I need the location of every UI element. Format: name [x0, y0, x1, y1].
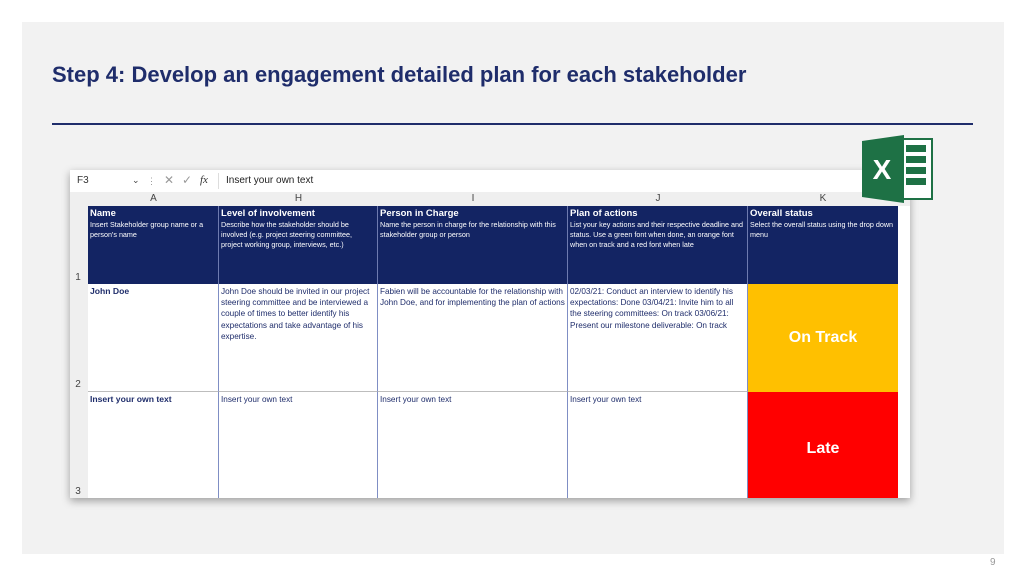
row-header-3[interactable]: 3	[75, 486, 81, 497]
header-description: List your key actions and their respective deadline and status. Use a green font when done, an orange font when on track and a red font when late	[570, 220, 744, 249]
row-header-1[interactable]: 1	[75, 272, 81, 283]
table-cell-plan[interactable]	[568, 392, 748, 498]
header-title: Person in Charge	[380, 208, 459, 219]
column-header-k[interactable]: K	[819, 193, 827, 204]
formula-input[interactable]: Insert your own text	[226, 175, 314, 186]
column-header-i[interactable]: I	[471, 193, 475, 204]
more-options-icon: ⋮	[147, 176, 156, 186]
header-description: Name the person in charge for the relationship with this stakeholder group or person	[380, 220, 556, 239]
page-number: 9	[990, 557, 996, 568]
table-cell-plan[interactable]	[568, 284, 748, 392]
status-badge[interactable]: On Track	[748, 284, 898, 392]
table-cell-name[interactable]	[88, 284, 219, 392]
excel-logo-icon	[860, 133, 936, 205]
cell-text: 02/03/21: Conduct an interview to identify his expectations: Done 03/04/21: Invite him to all the steering committees: On track 03/06/21: Present our milestone deliverable: On track	[570, 287, 734, 330]
header-cell-status[interactable]	[748, 206, 898, 284]
header-cell-plan[interactable]	[568, 206, 748, 284]
header-description: Select the overall status using the drop down menu	[750, 220, 894, 239]
cell-text: John Doe should be invited in our project steering committee and be interviewed a couple of times to better identify his expectations and take advantage of his expertise.	[221, 287, 370, 341]
spreadsheet	[70, 170, 910, 498]
header-title: Overall status	[750, 208, 813, 219]
column-headers	[70, 192, 910, 206]
cell-text: Insert your own text	[570, 395, 642, 404]
header-cell-involvement[interactable]	[219, 206, 378, 284]
header-description: Describe how the stakeholder should be involved (e.g. project steering committee, project working group, interviews, etc.)	[221, 220, 353, 249]
column-header-j[interactable]: J	[655, 193, 661, 204]
column-header-a[interactable]: A	[150, 193, 157, 204]
function-icon[interactable]: fx	[200, 174, 208, 186]
table-cell-involvement[interactable]	[219, 392, 378, 498]
row-header-2[interactable]: 2	[75, 379, 81, 390]
header-title: Plan of actions	[570, 208, 638, 219]
table-cell-involvement[interactable]	[219, 284, 378, 392]
row-headers	[70, 206, 88, 498]
cell-text: Insert your own text	[380, 395, 452, 404]
sheet-grid	[88, 206, 898, 498]
status-badge[interactable]: Late	[748, 392, 898, 498]
column-header-h[interactable]: H	[294, 193, 303, 204]
slide-title: Step 4: Develop an engagement detailed plan for each stakeholder	[52, 62, 747, 87]
formula-divider	[218, 173, 219, 189]
close-icon[interactable]: ✕	[164, 173, 175, 187]
name-box[interactable]: F3	[77, 175, 89, 186]
svg-text:X: X	[872, 154, 892, 185]
cell-text: Insert your own text	[90, 394, 172, 404]
title-divider	[52, 123, 973, 125]
header-title: Level of involvement	[221, 208, 315, 219]
chevron-down-icon[interactable]: ⌄	[132, 175, 140, 185]
formula-bar	[70, 170, 910, 193]
cell-text: John Doe	[90, 286, 130, 296]
header-description: Insert Stakeholder group name or a person's name	[90, 220, 204, 239]
table-cell-person-in-charge[interactable]	[378, 392, 568, 498]
cell-text: Insert your own text	[221, 395, 293, 404]
check-icon[interactable]: ✓	[182, 173, 193, 187]
header-cell-name[interactable]	[88, 206, 219, 284]
header-cell-person-in-charge[interactable]	[378, 206, 568, 284]
cell-text: Fabien will be accountable for the relationship with John Doe, and for implementing the plan of actions	[380, 287, 565, 308]
table-cell-name[interactable]	[88, 392, 219, 498]
table-cell-person-in-charge[interactable]	[378, 284, 568, 392]
header-title: Name	[90, 208, 116, 219]
